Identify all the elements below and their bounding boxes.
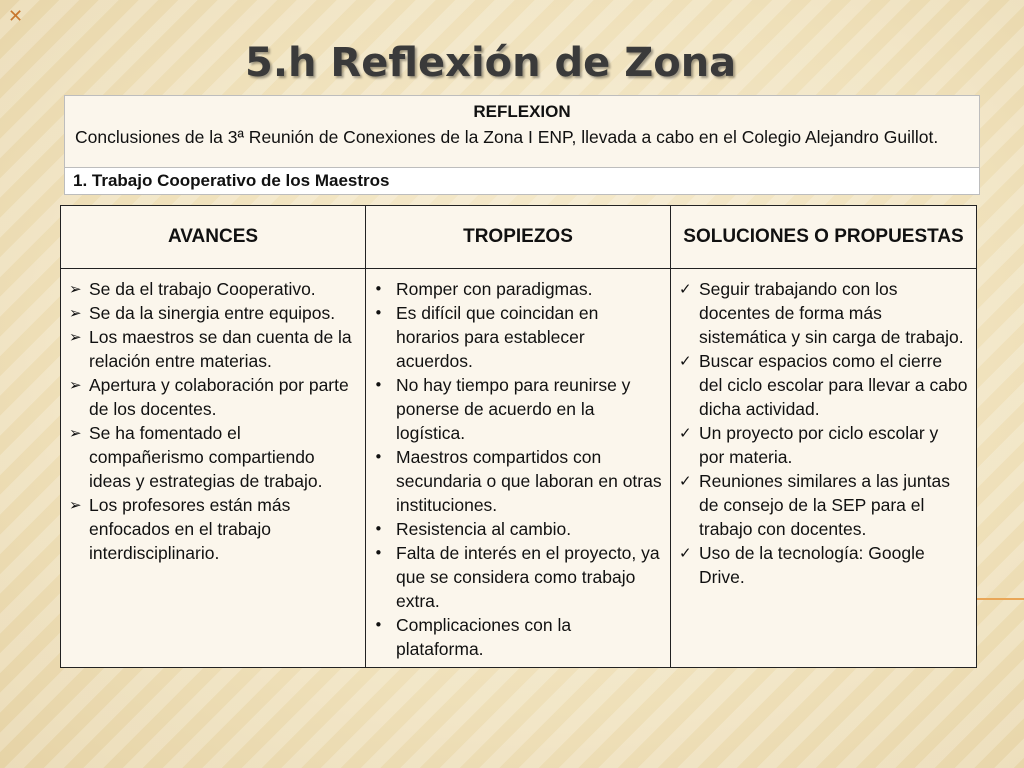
dot-bullet-icon: • (374, 544, 383, 562)
list-item (372, 613, 662, 661)
arrow-bullet-icon: ➢ (69, 376, 82, 394)
dot-bullet-icon: • (374, 616, 383, 634)
list-item-text: Los profesores están más enfocados en el trabajo interdisciplinario. (89, 495, 291, 563)
dot-bullet-icon: • (374, 448, 383, 466)
list-item-text: Un proyecto por ciclo escolar y por materia. (699, 423, 939, 467)
tropiezos-list (372, 277, 662, 661)
list-item-text: No hay tiempo para reunirse y ponerse de acuerdo en la logística. (396, 375, 631, 443)
list-item-text: Buscar espacios como el cierre del ciclo escolar para llevar a cabo dicha actividad. (699, 351, 968, 419)
list-item-text: Reuniones similares a las juntas de consejo de la SEP para el trabajo con docentes. (699, 471, 950, 539)
list-item-text: Los maestros se dan cuenta de la relación entre materias. (89, 327, 352, 371)
list-item-text: Se da la sinergia entre equipos. (89, 303, 336, 323)
list-item (372, 277, 662, 301)
table-row (61, 269, 977, 668)
tropiezos-cell (366, 269, 671, 668)
checkmark-icon: ✓ (679, 424, 692, 442)
arrow-bullet-icon: ➢ (69, 328, 82, 346)
arrow-bullet-icon: ➢ (69, 496, 82, 514)
header-tropiezos: TROPIEZOS (366, 206, 671, 269)
arrow-bullet-icon: ➢ (69, 424, 82, 442)
list-item-text: Falta de interés en el proyecto, ya que se considera como trabajo extra. (396, 543, 660, 611)
list-item-text: Maestros compartidos con secundaria o que laboran en otras instituciones. (396, 447, 662, 515)
list-item-text: Se da el trabajo Cooperativo. (89, 279, 316, 299)
arrow-bullet-icon: ➢ (69, 280, 82, 298)
soluciones-cell (671, 269, 977, 668)
checkmark-icon: ✓ (679, 352, 692, 370)
list-item (372, 301, 662, 373)
list-item-text: Romper con paradigmas. (396, 279, 593, 299)
dot-bullet-icon: • (374, 376, 383, 394)
slide-title: 5.h Reflexión de Zona (245, 40, 737, 86)
list-item (372, 445, 662, 517)
list-item-text: Complicaciones con la plataforma. (396, 615, 572, 659)
list-item-text: Seguir trabajando con los docentes de forma más sistemática y sin carga de trabajo. (699, 279, 964, 347)
list-item (677, 421, 968, 469)
list-item (372, 517, 662, 541)
list-item (677, 277, 968, 349)
list-item (67, 493, 357, 565)
section-bar (64, 167, 980, 195)
dot-bullet-icon: • (374, 520, 383, 538)
list-item-text: Resistencia al cambio. (396, 519, 572, 539)
reflexion-text: Conclusiones de la 3ª Reunión de Conexiones de la Zona I ENP, llevada a cabo en el Colegio Alejandro Guillot. (75, 127, 939, 147)
checkmark-icon: ✓ (679, 280, 692, 298)
header-avances: AVANCES (61, 206, 366, 269)
list-item (67, 301, 357, 325)
reflexion-box (64, 95, 980, 168)
list-item (67, 373, 357, 421)
list-item (677, 541, 968, 589)
table-header-row (61, 206, 977, 269)
header-soluciones: SOLUCIONES O PROPUESTAS (671, 206, 977, 269)
list-item (67, 325, 357, 373)
list-item (67, 277, 357, 301)
reflexion-heading: REFLEXION (473, 102, 571, 121)
checkmark-icon: ✓ (679, 472, 692, 490)
avances-list (67, 277, 357, 565)
soluciones-list (677, 277, 968, 589)
list-item-text: Apertura y colaboración por parte de los docentes. (89, 375, 349, 419)
dot-bullet-icon: • (374, 304, 383, 322)
reflection-table (60, 205, 977, 668)
list-item (372, 373, 662, 445)
list-item-text: Uso de la tecnología: Google Drive. (699, 543, 925, 587)
list-item (677, 469, 968, 541)
list-item-text: Es difícil que coincidan en horarios para establecer acuerdos. (396, 303, 599, 371)
section-label: 1. Trabajo Cooperativo de los Maestros (73, 171, 390, 190)
list-item (67, 421, 357, 493)
list-item (677, 349, 968, 421)
list-item-text: Se ha fomentado el compañerismo compartiendo ideas y estrategias de trabajo. (89, 423, 323, 491)
list-item (372, 541, 662, 613)
arrow-bullet-icon: ➢ (69, 304, 82, 322)
checkmark-icon: ✓ (679, 544, 692, 562)
dot-bullet-icon: • (374, 280, 383, 298)
avances-cell (61, 269, 366, 668)
decorative-x-mark: ✕ (8, 6, 24, 27)
